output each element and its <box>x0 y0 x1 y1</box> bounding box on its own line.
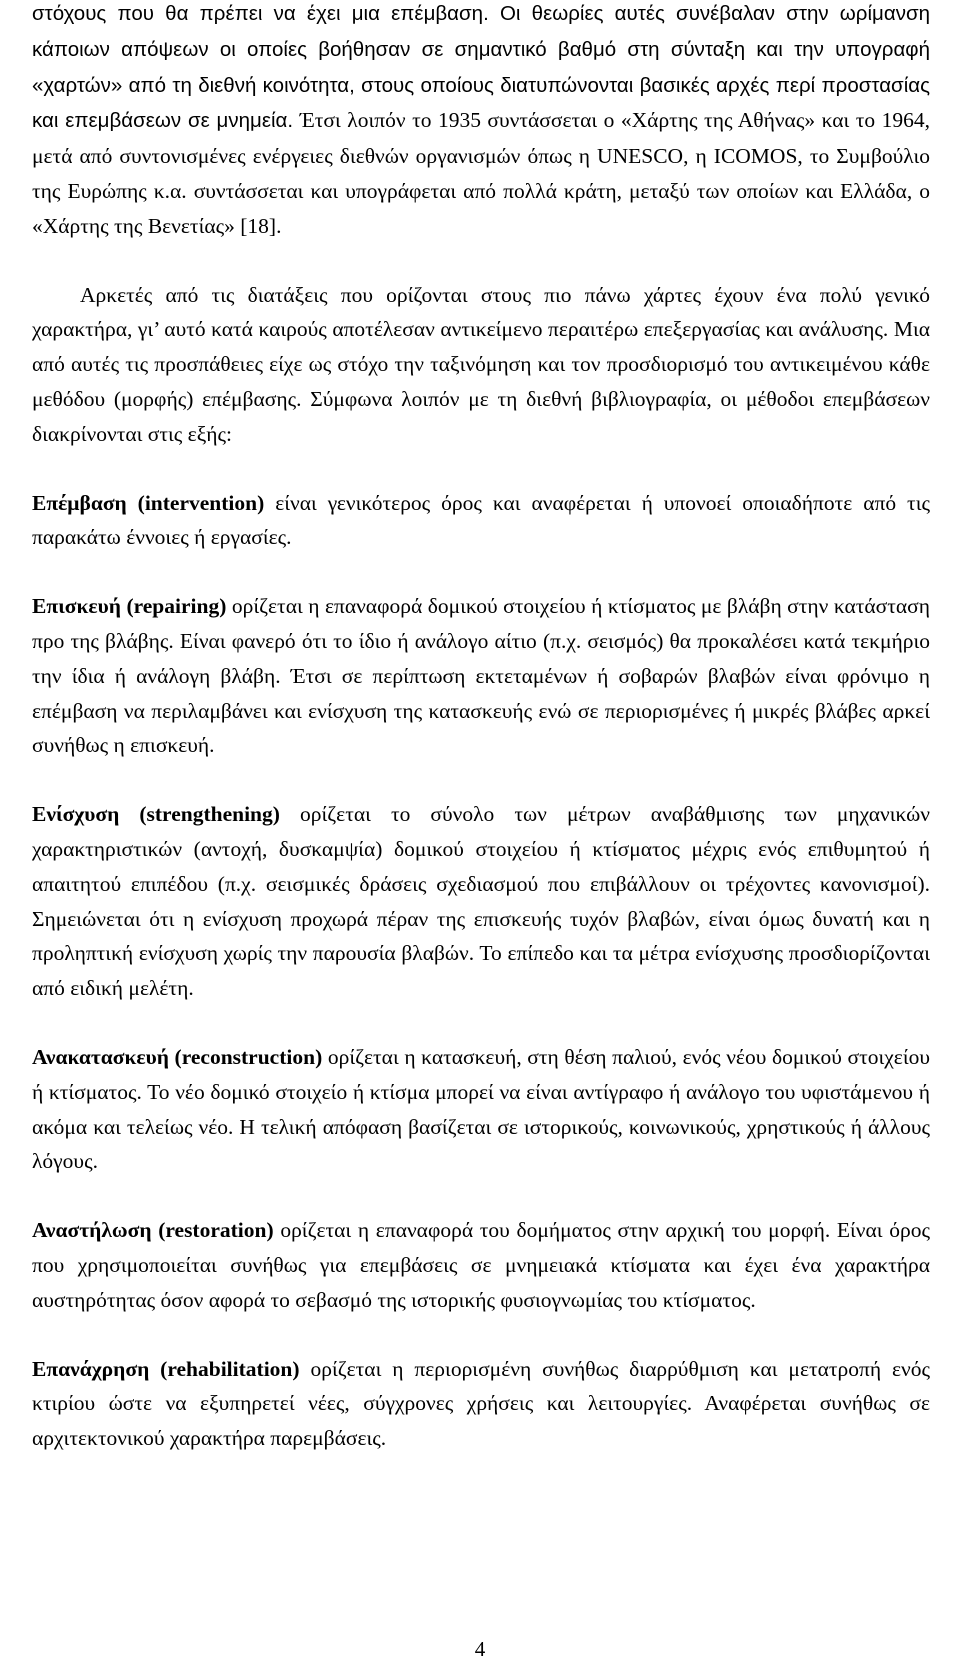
definition-text: ορίζεται το σύνολο των μέτρων αναβάθμισης των μηχανικών χαρακτηριστικών (αντοχή, δυσκαμψία) δομικού στοιχείου ή κτίσματος μέχρις ενός επιθυμητού ή απαιτητού επιπέδου (π.χ. σεισμικές δράσεις σχεδιασμού που επιβάλλουν οι τρέχοντες κανονισμοί). <box>32 802 930 896</box>
definition-strengthening <box>32 797 930 1006</box>
definition-text: Είναι φανερό ότι το ίδιο ή ανάλογο αίτιο (π.χ. σεισμός) θα προκαλέσει κατά τεκμήριο την ίδια ή ανάλογη βλάβη. <box>32 628 930 688</box>
document-page <box>32 0 930 1676</box>
definition-rehabilitation <box>32 1352 930 1456</box>
body-text-1: Αρκετές από τις διατάξεις που ορίζονται στους πιο πάνω χάρτες έχουν ένα πολύ γενικό χαρακτήρα, γι’ αυτό κατά καιρούς αποτέλεσαν αντικείμενο περαιτέρω επεξεργασίας και ανάλυσης. <box>32 282 930 342</box>
definition-text: ορίζεται η επαναφορά του δομήματος στην αρχική του μορφή. <box>280 1218 837 1243</box>
page-number: 4 <box>474 1637 486 1661</box>
definition-text: ορίζεται η κατασκευή, στη θέση παλιού, ενός νέου δομικού στοιχείου ή κτίσματος. <box>32 1044 931 1104</box>
definition-text: Το επίπεδο και τα μέτρα ενίσχυσης προσδιορίζονται από ειδική μελέτη. <box>32 941 930 1001</box>
definition-text: ορίζεται η επαναφορά δομικού στοιχείου ή κτίσματος με βλάβη στην κατάσταση προ της βλάβης. <box>32 594 930 653</box>
definition-reconstruction <box>32 1040 930 1179</box>
definition-text: Είναι όρος που χρησιμοποιείται συνήθως για επεμβάσεις σε μνημειακά κτίσματα και έχει ένα χαρακτήρα αυστηρότητας όσον αφορά το σεβασμό της ιστορικής φυσιογνωμίας του κτίσματος. <box>32 1218 930 1312</box>
definition-repairing <box>32 589 930 763</box>
definition-text: Σημειώνεται ότι η ενίσχυση προχωρά πέραν της επισκευής τυχόν βλαβών, είναι όμως δυνατή και η προληπτική ενίσχυση χωρίς την παρουσία βλαβών. <box>32 906 930 966</box>
body-text-3: Σύμφωνα λοιπόν με τη διεθνή βιβλιογραφία, οι μέθοδοι επεμβάσεων διακρίνονται στις εξής: <box>32 386 930 446</box>
term-rehabilitation: Επανάχρηση (rehabilitation) <box>32 1356 300 1381</box>
definition-text: Αναφέρεται συνήθως σε αρχιτεκτονικού χαρακτήρα παρεμβάσεις. <box>32 1391 930 1451</box>
term-restoration: Αναστήλωση (restoration) <box>32 1218 274 1243</box>
term-strengthening: Ενίσχυση (strengthening) <box>32 802 280 827</box>
definition-text: ορίζεται η περιορισμένη συνήθως διαρρύθμιση και μετατροπή ενός κτιρίου ώστε να εξυπηρετεί νέες, σύγχρονες χρήσεις και λειτουργίες. <box>32 1356 931 1416</box>
definition-restoration <box>32 1213 930 1317</box>
term-repairing: Επισκευή (repairing) <box>32 594 227 619</box>
definition-text: Έτσι σε περίπτωση εκτεταμένων ή σοβαρών βλαβών είναι φρόνιμο η επέμβαση να περιλαμβάνει και ενίσχυση της κατασκευής ενώ σε περιορισμένες ή μικρές βλάβες αρκεί συνήθως η επισκευή. <box>32 663 930 758</box>
definition-text: Η τελική απόφαση βασίζεται σε ιστορικούς, κοινωνικούς, χρηστικούς ή άλλους λόγους. <box>32 1114 930 1174</box>
intro-text-serif: Έτσι λοιπόν το 1935 συντάσσεται ο «Χάρτης της Αθήνας» και το 1964, μετά από συντονισμένες ενέργειες διεθνών οργανισμών όπως η UNESCO, η ICOMOS, το Συμβούλιο της Ευρώπης κ.α. συντάσσεται και υπογράφεται από πολλά κράτη, μεταξύ των οποίων και Ελλάδα, ο «Χάρτης της Βενετίας» [18]. <box>32 108 930 238</box>
intro-text-sans: στόχους που θα πρέπει να έχει μια επέμβαση. Οι θεωρίες αυτές συνέβαλαν στην ωρίμανση κάποιων απόψεων οι οποίες βοήθησαν σε σημαντικό βαθμό στη σύνταξη και την υπογραφή «χαρτών» από τη διεθνή κοινότητα, στους οποίους διατυπώνονται βασικές αρχές περί προστασίας και επεμβάσεων σε μνημεία. <box>32 2 930 133</box>
body-text-2: Μια από αυτές τις προσπάθειες είχε ως στόχο την ταξινόμηση και τον προσδιορισμό του αντικειμένου κάθε μεθόδου (μορφής) επέμβασης. <box>32 317 930 411</box>
definition-text: είναι γενικότερος όρος και αναφέρεται ή υπονοεί οποιαδήποτε από τις παρακάτω έννοιες ή εργασίες. <box>32 490 930 550</box>
term-intervention: Επέμβαση (intervention) <box>32 490 265 515</box>
intro-paragraph <box>32 0 930 244</box>
body-paragraph <box>32 278 930 452</box>
term-reconstruction: Ανακατασκευή (reconstruction) <box>32 1044 323 1069</box>
definition-text: Το νέο δομικό στοιχείο ή κτίσμα μπορεί να είναι αντίγραφο ή ανάλογο του υφιστάμενου ή ακόμα και τελείως νέο. <box>32 1079 930 1139</box>
definition-intervention <box>32 486 930 556</box>
